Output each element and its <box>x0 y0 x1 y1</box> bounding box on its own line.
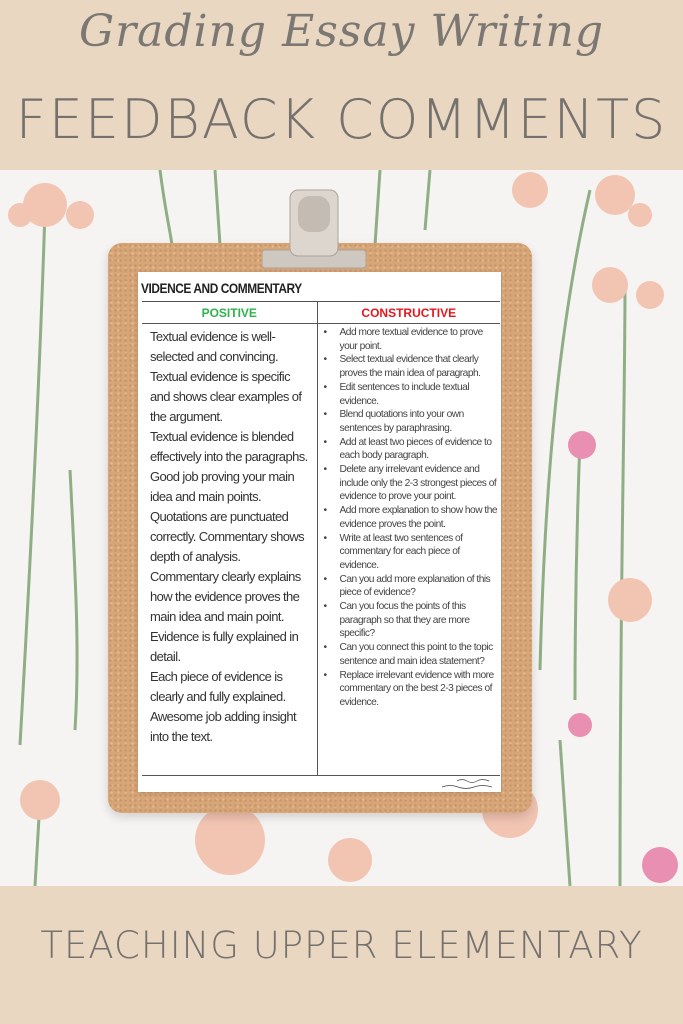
feedback-sheet <box>138 272 501 792</box>
constructive-comment: • Delete any irrelevant evidence and include only the 2-3 strongest pieces of evidence to prove your point. <box>324 463 499 504</box>
constructive-comment: • Edit sentences to include textual evidence. <box>324 381 499 408</box>
clipboard-clip <box>262 188 366 272</box>
positive-comment: Textual evidence is well-selected and convincing. <box>150 329 278 364</box>
constructive-comment: • Select textual evidence that clearly proves the main idea of paragraph. <box>324 353 499 380</box>
constructive-comment: • Replace irrelevant evidence with more commentary on the best 2-3 pieces of evidence. <box>324 669 499 710</box>
positive-comment: Awesome job adding insight into the text. <box>150 709 297 744</box>
constructive-comment: • Add more explanation to show how the evidence proves the point. <box>324 504 499 531</box>
constructive-comment: • Write at least two sentences of commentary for each piece of evidence. <box>324 532 499 573</box>
script-title: Grading Essay Writing <box>78 6 605 57</box>
main-title: FEEDBACK COMMENTS <box>15 88 668 151</box>
constructive-header: CONSTRUCTIVE <box>317 302 500 324</box>
constructive-comment: • Blend quotations into your own sentences by paraphrasing. <box>324 408 499 435</box>
positive-comment: Textual evidence is blended effectively into the paragraphs. <box>150 429 308 464</box>
positive-list <box>150 327 311 747</box>
positive-comment: Textual evidence is specific and shows clear examples of the argument. <box>150 369 302 424</box>
positive-comment: Good job proving your main idea and main points. <box>150 469 295 504</box>
sheet-title: VIDENCE AND COMMENTARY <box>141 280 302 296</box>
footer-band <box>0 886 683 1024</box>
positive-header: POSITIVE <box>142 302 317 324</box>
constructive-comment: • Add more textual evidence to prove your point. <box>324 326 499 353</box>
positive-comment: Commentary clearly explains how the evidence proves the main idea and main point. <box>150 569 301 624</box>
photo-background <box>0 170 683 886</box>
positive-comment: Quotations are punctuated correctly. Commentary shows depth of analysis. <box>150 509 305 564</box>
brand-name: TEACHING UPPER ELEMENTARY <box>40 924 643 967</box>
constructive-comment: • Can you connect this point to the topic sentence and main idea statement? <box>324 641 499 668</box>
constructive-list <box>324 326 499 710</box>
positive-comment: Evidence is fully explained in detail. <box>150 629 299 664</box>
signature <box>437 777 497 789</box>
positive-comment: Each piece of evidence is clearly and fully explained. <box>150 669 286 704</box>
feedback-table <box>142 301 500 776</box>
constructive-comment: • Add at least two pieces of evidence to each body paragraph. <box>324 436 499 463</box>
constructive-comment: • Can you focus the points of this paragraph so that they are more specific? <box>324 600 499 641</box>
clipboard <box>108 243 532 813</box>
constructive-comment: • Can you add more explanation of this piece of evidence? <box>324 573 499 600</box>
header-band <box>0 0 683 170</box>
